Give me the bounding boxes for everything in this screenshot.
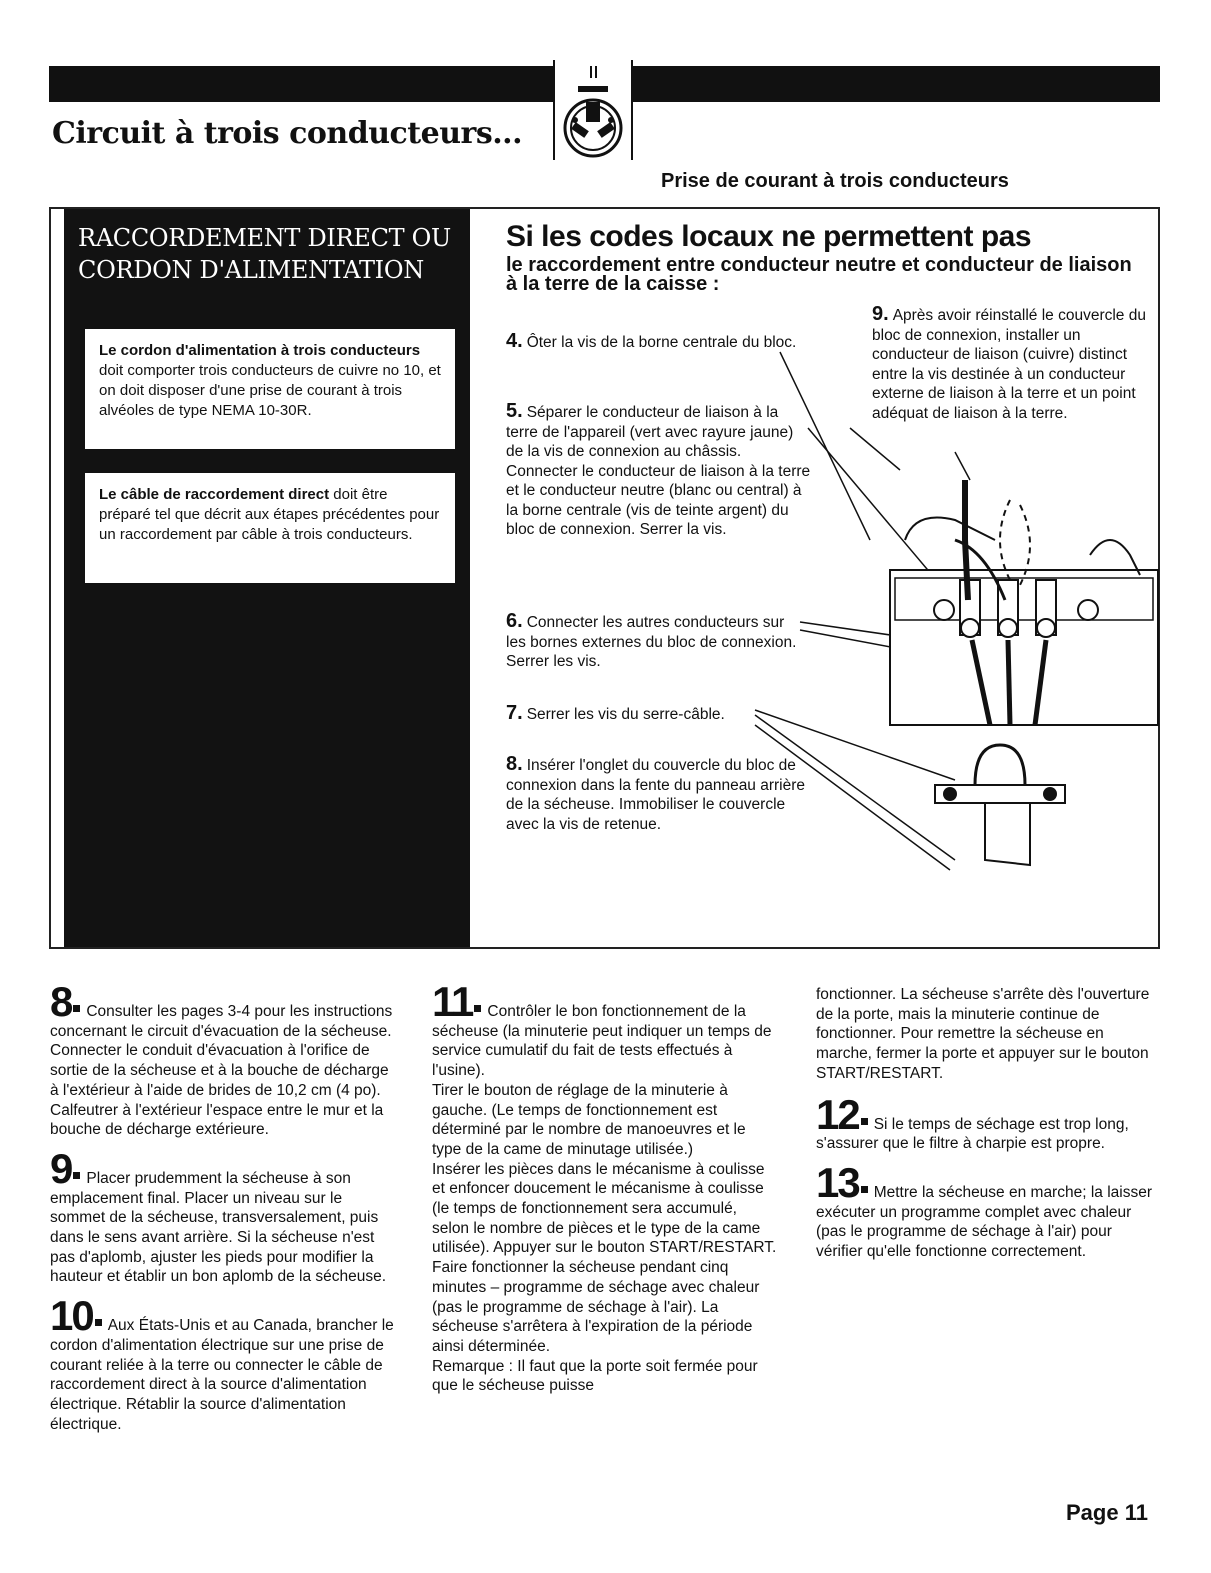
step-8-install: 8. Insérer l'onglet du couvercle du bloc de connexion dans la fente du panneau arrière de la sécheuse. Immobiliser le couvercle avec la vis de retenue. xyxy=(506,753,806,833)
step-13-run: 13 Mettre la sécheuse en marche; la laisser exécuter un programme complet avec chaleur (pas le programme de séchage à l'air) pour vérifier qu'elle fonctionne correctement. xyxy=(816,1158,1152,1261)
step-11-note: Remarque : Il faut que la porte soit fermée pour que le sécheuse puisse xyxy=(432,1357,758,1395)
bottom-column-3 xyxy=(816,985,1161,1262)
step-8-connect: 8 Consulter les pages 3-4 pour les instructions concernant le circuit d'évacuation de la sécheuse. Connecter le conduit d'évacuation à l'orifice de sortie de la sécheuse et à la bouche de décharge à l'extérieur à l'aide de brides de 10,2 cm (4 po). Calfeutrer à l'extérieur l'espace entre le mur et la bouche de décharge extérieure. xyxy=(50,978,393,1139)
page-number: Page 11 xyxy=(1066,1500,1148,1525)
step-6: 6. Connecter les autres conducteurs sur les bornes externes du bloc de connexion. Serrer les vis. xyxy=(506,610,797,670)
outlet-icon xyxy=(548,60,638,160)
step-7: 7. Serrer les vis du serre-câble. xyxy=(506,702,725,724)
header-bar-left xyxy=(49,66,553,102)
step-9-install: 9. Après avoir réinstallé le couvercle du bloc de connexion, installer un conducteur de liaison (cuivre) distinct entre la vis destinée à un conducteur externe de liaison à la terre et un point adéquat de liaison à la terre. xyxy=(872,303,1146,422)
outlet-caption: Prise de courant à trois conducteurs xyxy=(661,170,1009,192)
left-panel-heading: RACCORDEMENT DIRECT OU CORDON D'ALIMENTATION xyxy=(78,224,451,284)
step-10-power: 10 Aux États-Unis et au Canada, brancher le cordon d'alimentation électrique sur une prise de courant reliée à la terre ou connecter le câble de raccordement direct à la source d'alimentation électrique. Rétablir la source d'alimentation électrique. xyxy=(50,1292,394,1433)
local-codes-subtitle: le raccordement entre conducteur neutre et conducteur de liaison à la terre de la caisse : xyxy=(506,254,1132,295)
direct-cable-info-box xyxy=(85,473,455,583)
bottom-column-1 xyxy=(50,978,400,1434)
step-12-filter: 12 Si le temps de séchage est trop long, s'assurer que le filtre à charpie est propre. xyxy=(816,1090,1129,1153)
page-title: Circuit à trois conducteurs... xyxy=(52,116,523,151)
local-codes-title: Si les codes locaux ne permettent pas xyxy=(506,220,1032,253)
step-11-check: 11 Contrôler le bon fonctionnement de la sécheuse (la minuterie peut indiquer un temps de service cumulatif du fait de tests effectués à l'usine). xyxy=(432,978,772,1080)
power-cord-info-box xyxy=(85,329,455,449)
step-11-timer: Tirer le bouton de réglage de la minuterie à gauche. (Le temps de fonctionnement est déterminé par le nombre de manoeuvres et le type de la came de minutage utilisée.) xyxy=(432,1081,746,1158)
step-9-level: 9 Placer prudemment la sécheuse à son emplacement final. Placer un niveau sur le sommet de la sécheuse, transversalement, puis dans le sens avant arrière. Si la sécheuse n'est pas d'aplomb, ajuster les pieds pour modifier la hauteur et établir un bon aplomb de la sécheuse. xyxy=(50,1144,387,1286)
step-11-continued: fonctionner. La sécheuse s'arrête dès l'ouverture de la porte, mais la minuterie continue de fonctionner. Pour remettre la sécheuse en marche, fermer la porte et appuyer sur le bouton START/RESTART. xyxy=(816,986,1150,1082)
direct-cable-bold: Le câble de raccordement direct xyxy=(99,486,330,503)
bottom-column-2 xyxy=(432,978,777,1396)
header-bar-right xyxy=(633,66,1160,102)
step-4: 4. Ôter la vis de la borne centrale du bloc. xyxy=(506,330,797,352)
direct-cable-text: doit être préparé tel que décrit aux étapes précédentes pour un raccordement par câble à trois conducteurs. xyxy=(99,486,440,543)
terminal-block-icon xyxy=(740,340,1160,880)
power-cord-bold: Le cordon d'alimentation à trois conducteurs xyxy=(99,342,421,359)
power-cord-text: doit comporter trois conducteurs de cuivre no 10, et on doit disposer d'une prise de courant à trois alvéoles de type NEMA 10-30R. xyxy=(99,362,441,419)
step-11-coins: Insérer les pièces dans le mécanisme à coulisse et enfoncer doucement le mécanisme à coulisse (le temps de fonctionnement sera accumulé, selon le nombre de pièces et le type de la came utilisée). Appuyer sur le bouton START/RESTART. Faire fonctionner la sécheuse pendant cinq minutes – programme de séchage avec chaleur (pas le programme de séchage à l'air). La sécheuse s'arrêtera à l'expiration de la période ainsi déterminée. xyxy=(432,1160,777,1355)
step-5: 5. Séparer le conducteur de liaison à la terre de l'appareil (vert avec rayure jaune) de la vis de connexion au châssis. Connecter le conducteur de liaison à la terre et le conducteur neutre (blanc ou central) à la borne centrale (vis de teinte argent) du bloc de connexion. Serrer la vis. xyxy=(506,400,811,538)
cable-clamp-icon xyxy=(935,745,1065,865)
